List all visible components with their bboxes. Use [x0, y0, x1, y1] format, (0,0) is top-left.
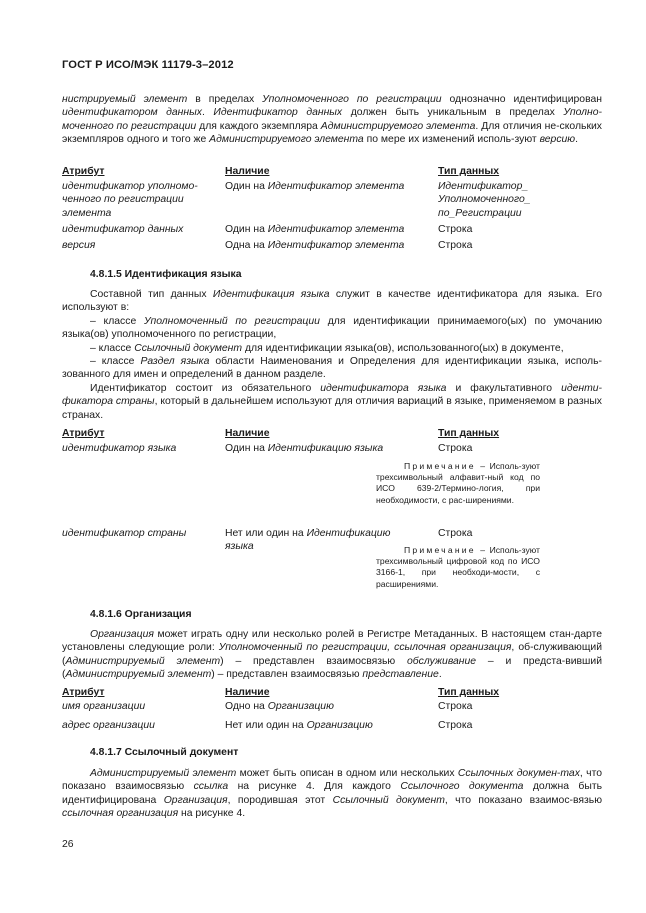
table-row: идентификатор уполномо-ченного по регистрации элемента Один на Идентификатор элемента Идентификатор_ Уполномоченного_ по_Регистрации — [62, 181, 531, 219]
section-heading: 4.8.1.6 Организация — [90, 609, 192, 620]
attribute-name: идентификатор уполномо-ченного по регистрации элемента — [62, 181, 198, 219]
intro-paragraph: нистрируемый элемент в пределах Уполномоченного по регистрации однозначно идентифицирован идентификатором данных. Идентификатор данных должен быть уникальным в пределах Уполно-моченного по регистрации для каждого экземпляра Администрируемого элемента. Для отличия не-скольких экземпляров одного и того же Администрируемого элемента по мере их изменений исполь-зуют версию. — [62, 94, 602, 146]
datatype: Строка — [438, 240, 473, 251]
col-header-presence: Наличие — [225, 687, 270, 698]
page-header: ГОСТ Р ИСО/МЭК 11179-3–2012 — [62, 59, 234, 71]
table-row: идентификатор данных Один на Идентификатор элемента Строка — [62, 223, 602, 237]
datatype: Строка — [438, 443, 473, 454]
datatype: Идентификатор_ Уполномоченного_ по_Регистрации — [438, 181, 531, 219]
attribute-name: имя организации — [62, 701, 146, 712]
table-row: версия Одна на Идентификатор элемента Строка — [62, 239, 602, 253]
term: версию — [539, 134, 576, 146]
term: Уполно-моченного по регистрации — [62, 107, 602, 132]
datatype: Строка — [438, 701, 473, 712]
term: Администрируемого элемента — [320, 120, 476, 132]
attribute-name: идентификатор данных — [62, 224, 184, 235]
section-heading: 4.8.1.7 Ссылочный документ — [90, 747, 239, 758]
term: нистрируемый элемент — [62, 94, 188, 105]
table-note: Примечание – Исполь-зуют трехсимвольный алфавит-ный код по ИСО 639-2/Термино-логия, при необходимости, с рас-ширениями. — [376, 461, 540, 505]
col-header-attribute: Атрибут — [62, 687, 105, 698]
col-header-datatype: Тип данных — [438, 166, 500, 177]
table-row: адрес организации Нет или один на Организацию Строка — [62, 719, 602, 733]
attribute-name: идентификатор страны — [62, 528, 187, 539]
section-body: Организация может играть одну или несколько ролей в Регистре Метаданных. В настоящем стан-дарте установлены следующие роли: Уполномоченный по регистрации, ссылочная организация, об-служивающий (Администрируемый элемент) – представлен взаимосвязью обслуживание – и предста-вивший (Администрируемый элемент) – представлен взаимосвязью представление. — [62, 629, 603, 681]
datatype: Строка — [438, 528, 473, 539]
table2-header-row — [62, 427, 602, 441]
term: Уполномоченного по регистрации — [262, 94, 442, 105]
table1-header-row — [62, 165, 602, 179]
attribute-name: адрес организации — [62, 720, 155, 731]
attribute-name: идентификатор языка — [62, 443, 177, 454]
term: Администрируемого элемента — [209, 134, 364, 146]
col-header-datatype: Тип данных — [438, 428, 500, 439]
col-header-attribute: Атрибут — [62, 166, 105, 177]
section-body: Составной тип данных Идентификация языка служит в качестве идентификатора для языка. Его используют в: – классе Уполномоченный по регистрации для идентификации принимаемого(ых) по умочанию языка(ов) уполномоченного по регистрации, – классе Ссылочный документ для идентификации языка(ов), использованного(ых) в документе, – классе Раздел языка области Наименования и Определения для идентификации языка, исполь-зованного для имен и определений в данном разделе. Идентификатор состоит из обязательного идентификатора языка и факультативного иденти-фикатора страны, который в дальнейшем используют для отличия вариаций в языке, применяемом в разных странах. — [62, 289, 603, 421]
datatype: Строка — [438, 224, 473, 235]
term: Идентификатор данных — [213, 107, 343, 119]
section-heading: 4.8.1.5 Идентификация языка — [90, 269, 242, 280]
table-row: идентификатор языка Один на Идентификацию языка Строка — [62, 442, 602, 456]
attribute-name: версия — [62, 240, 96, 251]
page-number: 26 — [62, 839, 74, 850]
section-body: Администрируемый элемент может быть описан в одном или нескольких Ссылочных докумен-тах, что показано взаимосвязью ссылка на рисунке 4. Для каждого Ссылочного документа должна быть идентифицирована Организация, породившая этот Ссылочный документ, что показано взаимос-вязью ссылочная организация на рисунке 4. — [62, 768, 602, 820]
table3-header-row — [62, 686, 602, 700]
col-header-datatype: Тип данных — [438, 687, 500, 698]
col-header-attribute: Атрибут — [62, 428, 105, 439]
table-note: Примечание – Исполь-зуют трехсимвольный цифровой код по ИСО 3166-1, при необходи-мости, с расширениями. — [376, 545, 540, 589]
col-header-presence: Наличие — [225, 428, 270, 439]
col-header-presence: Наличие — [225, 166, 270, 177]
term: идентификатором данных — [62, 107, 202, 119]
datatype: Строка — [438, 720, 473, 731]
table-row: идентификатор страны Нет или один на Идентификацию языка Строка — [62, 527, 602, 541]
table-row: имя организации Одно на Организацию Строка — [62, 700, 602, 714]
